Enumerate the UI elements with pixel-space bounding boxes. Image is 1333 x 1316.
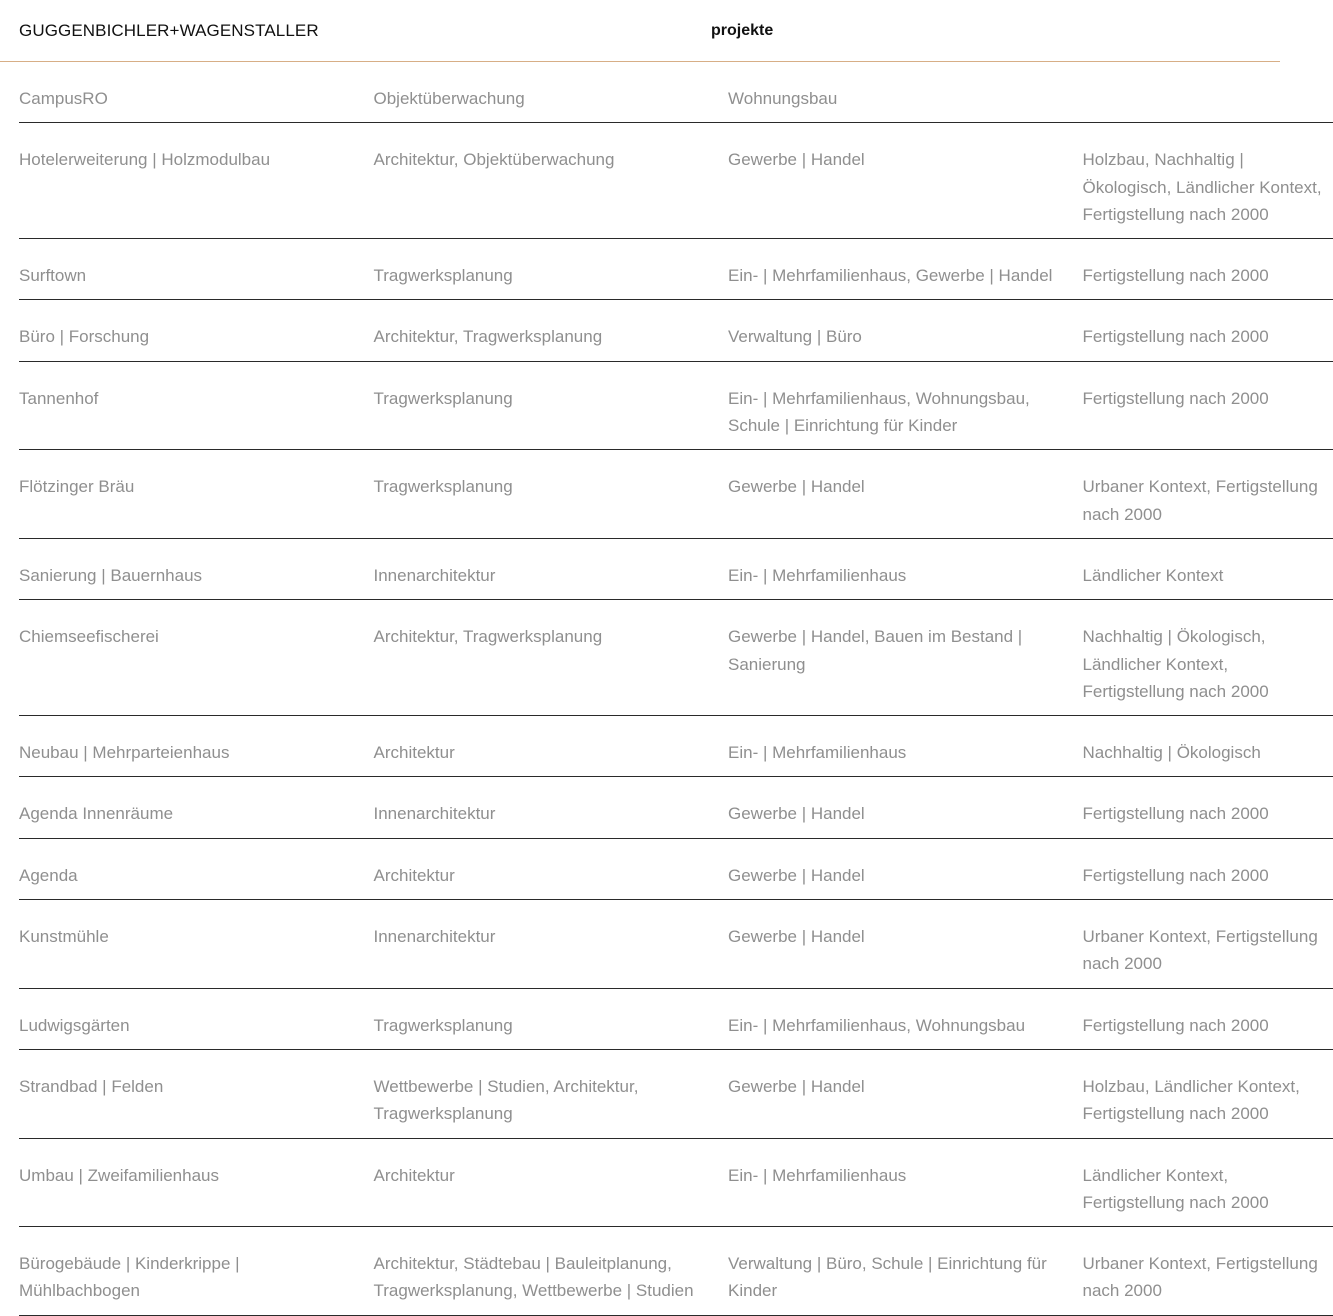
project-tags: Nachhaltig | Ökologisch <box>1082 743 1261 763</box>
project-type: Gewerbe | Handel, Bauen im Bestand | Sanierung <box>728 627 1023 674</box>
project-services: Innenarchitektur <box>373 804 496 824</box>
project-type: Ein- | Mehrfamilienhaus, Gewerbe | Handel <box>728 266 1053 286</box>
project-services: Wettbewerbe | Studien, Architektur, Tragwerksplanung <box>373 1076 639 1124</box>
project-name: Sanierung | Bauernhaus <box>19 565 203 585</box>
project-name: Agenda Innenräume <box>19 804 174 824</box>
project-name: Chiemseefischerei <box>19 627 159 647</box>
project-name: Tannenhof <box>19 388 99 408</box>
project-tags <box>1083 85 1333 112</box>
project-row[interactable] <box>19 900 1333 989</box>
site-logo[interactable]: GUGGENBICHLER+WAGENSTALLER <box>19 21 319 40</box>
project-services: Tragwerksplanung <box>373 1015 513 1035</box>
project-row[interactable] <box>19 989 1333 1050</box>
project-name: Neubau | Mehrparteienhaus <box>19 743 230 763</box>
project-type: Verwaltung | Büro <box>728 327 862 347</box>
project-services: Architektur, Tragwerksplanung <box>373 327 603 347</box>
project-tags: Holzbau, Nachhaltig | Ökologisch, Ländlicher Kontext, Fertigstellung nach 2000 <box>1082 150 1322 224</box>
project-services: Innenarchitektur <box>373 927 496 947</box>
project-tags: Fertigstellung nach 2000 <box>1082 804 1269 824</box>
project-tags: Urbaner Kontext, Fertigstellung nach 2000 <box>1082 477 1318 524</box>
project-tags: Ländlicher Kontext, Fertigstellung nach 2000 <box>1082 1165 1269 1212</box>
project-row[interactable] <box>19 123 1333 239</box>
project-tags: Nachhaltig | Ökologisch, Ländlicher Kontext, Fertigstellung nach 2000 <box>1082 627 1269 701</box>
project-name: Strandbad | Felden <box>19 1076 164 1096</box>
project-type: Gewerbe | Handel <box>728 1076 865 1096</box>
project-tags: Urbaner Kontext, Fertigstellung nach 2000 <box>1082 1254 1318 1301</box>
site-header <box>0 0 1280 62</box>
project-services: Architektur, Objektüberwachung <box>373 150 615 170</box>
project-row[interactable] <box>19 239 1333 300</box>
project-name: Kunstmühle <box>19 927 109 947</box>
project-name: Surftown <box>19 266 87 286</box>
project-row[interactable] <box>19 839 1333 900</box>
project-row[interactable] <box>19 1139 1333 1228</box>
project-services: Architektur, Städtebau | Bauleitplanung, Tragwerksplanung, Wettbewerbe | Studien <box>373 1254 694 1301</box>
project-name: Umbau | Zweifamilienhaus <box>19 1165 219 1185</box>
project-services: Tragwerksplanung <box>373 266 513 286</box>
project-name: Agenda <box>19 865 78 885</box>
project-row[interactable] <box>19 300 1333 361</box>
project-type: Gewerbe | Handel <box>728 927 865 947</box>
project-type: Gewerbe | Handel <box>728 150 865 170</box>
project-tags: Fertigstellung nach 2000 <box>1082 327 1269 347</box>
project-type: Ein- | Mehrfamilienhaus, Wohnungsbau <box>728 1015 1026 1035</box>
project-tags: Fertigstellung nach 2000 <box>1082 388 1269 408</box>
project-row[interactable] <box>19 716 1333 777</box>
project-tags: Holzbau, Ländlicher Kontext, Fertigstellung nach 2000 <box>1082 1076 1300 1124</box>
project-type: Verwaltung | Büro, Schule | Einrichtung für Kinder <box>728 1254 1047 1301</box>
project-name: Bürogebäude | Kinderkrippe | Mühlbachbogen <box>19 1254 240 1301</box>
project-row[interactable] <box>19 362 1333 451</box>
project-tags: Urbaner Kontext, Fertigstellung nach 2000 <box>1082 927 1318 974</box>
project-type: Ein- | Mehrfamilienhaus <box>728 743 907 763</box>
project-services: Architektur <box>373 743 455 763</box>
project-list <box>19 62 1322 1301</box>
project-row[interactable] <box>19 600 1333 716</box>
project-services: Innenarchitektur <box>373 565 496 585</box>
project-row[interactable] <box>19 62 1333 123</box>
project-services: Tragwerksplanung <box>373 477 513 497</box>
project-tags: Fertigstellung nach 2000 <box>1082 266 1269 286</box>
project-services: Architektur <box>373 865 455 885</box>
project-row[interactable] <box>19 777 1333 838</box>
project-type: Gewerbe | Handel <box>728 804 865 824</box>
project-type: Ein- | Mehrfamilienhaus <box>728 1165 907 1185</box>
project-services: Architektur, Tragwerksplanung <box>373 627 603 647</box>
project-row[interactable] <box>19 539 1333 600</box>
project-type: Gewerbe | Handel <box>728 477 865 497</box>
project-name: Hotelerweiterung | Holzmodulbau <box>19 150 271 170</box>
project-name: CampusRO <box>19 89 108 108</box>
project-type: Ein- | Mehrfamilienhaus, Wohnungsbau, Schule | Einrichtung für Kinder <box>728 388 1030 436</box>
project-row[interactable] <box>19 1050 1333 1139</box>
project-type: Ein- | Mehrfamilienhaus <box>728 565 907 585</box>
project-services: Architektur <box>373 1165 455 1185</box>
project-name: Ludwigsgärten <box>19 1015 130 1035</box>
project-name: Büro | Forschung <box>19 327 150 347</box>
project-row[interactable] <box>19 1227 1333 1316</box>
nav-projekte-link[interactable]: projekte <box>711 22 774 39</box>
project-services: Objektüberwachung <box>373 89 525 108</box>
project-services: Tragwerksplanung <box>373 388 513 408</box>
project-name: Flötzinger Bräu <box>19 477 135 497</box>
project-tags: Fertigstellung nach 2000 <box>1082 1015 1269 1035</box>
project-tags: Fertigstellung nach 2000 <box>1082 865 1269 885</box>
project-type: Wohnungsbau <box>728 89 838 108</box>
project-type: Gewerbe | Handel <box>728 865 865 885</box>
project-row[interactable] <box>19 450 1333 539</box>
project-tags: Ländlicher Kontext <box>1082 565 1224 585</box>
